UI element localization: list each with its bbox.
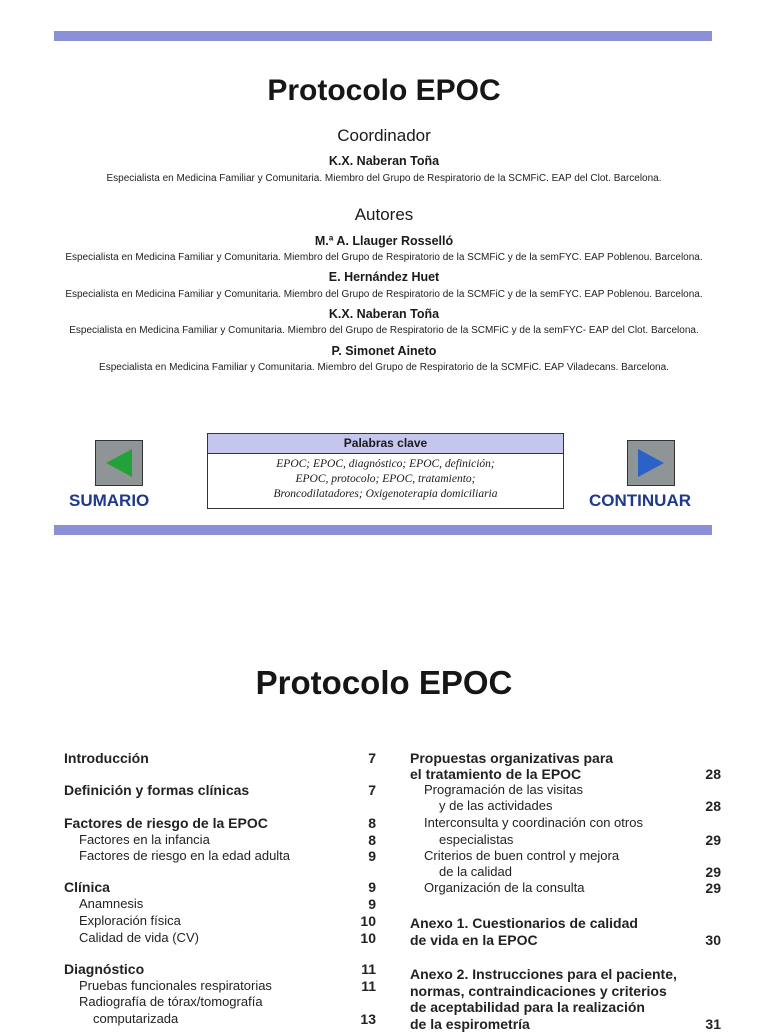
toc-page: 9 (368, 848, 376, 864)
toc-subentry[interactable]: Interconsulta y coordinación con otros (424, 815, 643, 830)
toc-page: 9 (368, 879, 376, 895)
toc-subentry[interactable]: de la calidad (439, 864, 512, 879)
toc-page: 11 (361, 961, 376, 977)
toc-page: 8 (368, 832, 376, 848)
toc-subentry[interactable]: Factores en la infancia (79, 832, 210, 847)
toc-page: 10 (360, 930, 376, 946)
toc-page: 7 (368, 750, 376, 766)
toc-subentry[interactable]: Pruebas funcionales respiratorias (79, 978, 272, 993)
coordinator-heading: Coordinador (337, 126, 431, 145)
keywords-line: EPOC, protocolo; EPOC, tratamiento; (295, 473, 476, 485)
toc-subentry[interactable]: especialistas (439, 832, 514, 847)
keywords-heading: Palabras clave (208, 434, 563, 454)
author-affiliation: Especialista en Medicina Familiar y Comunitaria. Miembro del Grupo de Respiratorio de la SCMFiC y de la semFYC. EAP Poblenou. Barcelona. (65, 252, 703, 263)
coordinator-affiliation: Especialista en Medicina Familiar y Comunitaria. Miembro del Grupo de Respiratorio de la SCMFiC. EAP del Clot. Barcelona. (106, 173, 662, 184)
toc-entry[interactable]: normas, contraindicaciones y criterios (410, 983, 667, 999)
author-name: K.X. Naberan Toña (328, 307, 440, 321)
toc-page: 9 (368, 896, 376, 912)
toc-subentry[interactable]: y de las actividades (439, 798, 553, 813)
toc-page: 28 (705, 798, 721, 814)
toc-entry[interactable]: de la espirometría (410, 1016, 530, 1032)
toc-page: 13 (360, 1011, 376, 1027)
toc-entry[interactable]: de aceptabilidad para la realización (410, 999, 645, 1015)
toc-entry[interactable]: Anexo 2. Instrucciones para el paciente, (410, 966, 677, 982)
keywords-line: Broncodilatadores; Oxigenoterapia domiciliaria (273, 488, 498, 500)
toc-page: 10 (360, 913, 376, 929)
author-affiliation: Especialista en Medicina Familiar y Comunitaria. Miembro del Grupo de Respiratorio de la SCMFiC y de la semFYC- EAP del Clot. Barcelona. (69, 325, 699, 336)
toc-subentry[interactable]: Criterios de buen control y mejora (424, 848, 620, 863)
toc-page: 31 (705, 1016, 721, 1032)
author-affiliation: Especialista en Medicina Familiar y Comunitaria. Miembro del Grupo de Respiratorio de la SCMFiC y de la semFYC. EAP Poblenou. Barcelona. (65, 289, 703, 300)
toc-entry[interactable]: Clínica (64, 879, 110, 895)
toc-subentry[interactable]: Anamnesis (79, 896, 144, 911)
page-title: Protocolo EPOC (267, 74, 501, 107)
toc-subentry[interactable]: Factores de riesgo en la edad adulta (79, 848, 291, 863)
toc-entry[interactable]: Propuestas organizativas para (410, 750, 614, 766)
toc-entry[interactable]: Anexo 1. Cuestionarios de calidad (410, 915, 638, 931)
toc-subentry[interactable]: Calidad de vida (CV) (79, 930, 199, 945)
toc-entry[interactable]: el tratamiento de la EPOC (410, 766, 582, 782)
author-name: E. Hernández Huet (328, 270, 440, 284)
continuar-link[interactable]: CONTINUAR (589, 491, 691, 510)
toc-page: 28 (705, 766, 721, 782)
toc-entry[interactable]: Introducción (64, 750, 149, 766)
sumario-link[interactable]: SUMARIO (69, 491, 150, 510)
toc-subentry[interactable]: Exploración física (79, 913, 181, 928)
coordinator-name: K.X. Naberan Toña (328, 154, 440, 168)
author-name: M.ª A. Llauger Rosselló (314, 234, 454, 248)
toc-page: 29 (705, 880, 721, 896)
toc-entry[interactable]: Diagnóstico (64, 961, 145, 977)
toc-entry[interactable]: Factores de riesgo de la EPOC (64, 815, 268, 831)
toc-page: 7 (368, 782, 376, 798)
toc-entry[interactable]: de vida en la EPOC (410, 932, 538, 948)
toc-page: 29 (705, 832, 721, 848)
toc-page: 30 (705, 932, 721, 948)
toc-subentry[interactable]: computarizada (93, 1011, 179, 1026)
author-affiliation: Especialista en Medicina Familiar y Comunitaria. Miembro del Grupo de Respiratorio de la SCMFiC. EAP Viladecans. Barcelona. (99, 362, 669, 373)
toc-page: 11 (361, 978, 376, 994)
author-name: P. Simonet Aineto (331, 344, 437, 358)
toc-entry[interactable]: Definición y formas clínicas (64, 782, 250, 798)
keywords-line: EPOC; EPOC, diagnóstico; EPOC, definición; (276, 458, 495, 470)
toc-page: 29 (705, 864, 721, 880)
toc-subentry[interactable]: Radiografía de tórax/tomografía (79, 994, 263, 1009)
authors-heading: Autores (354, 205, 414, 224)
toc-subentry[interactable]: Programación de las visitas (424, 782, 583, 797)
toc-subentry[interactable]: Organización de la consulta (424, 880, 585, 895)
toc-page-title: Protocolo EPOC (255, 664, 513, 701)
toc-page: 8 (368, 815, 376, 831)
